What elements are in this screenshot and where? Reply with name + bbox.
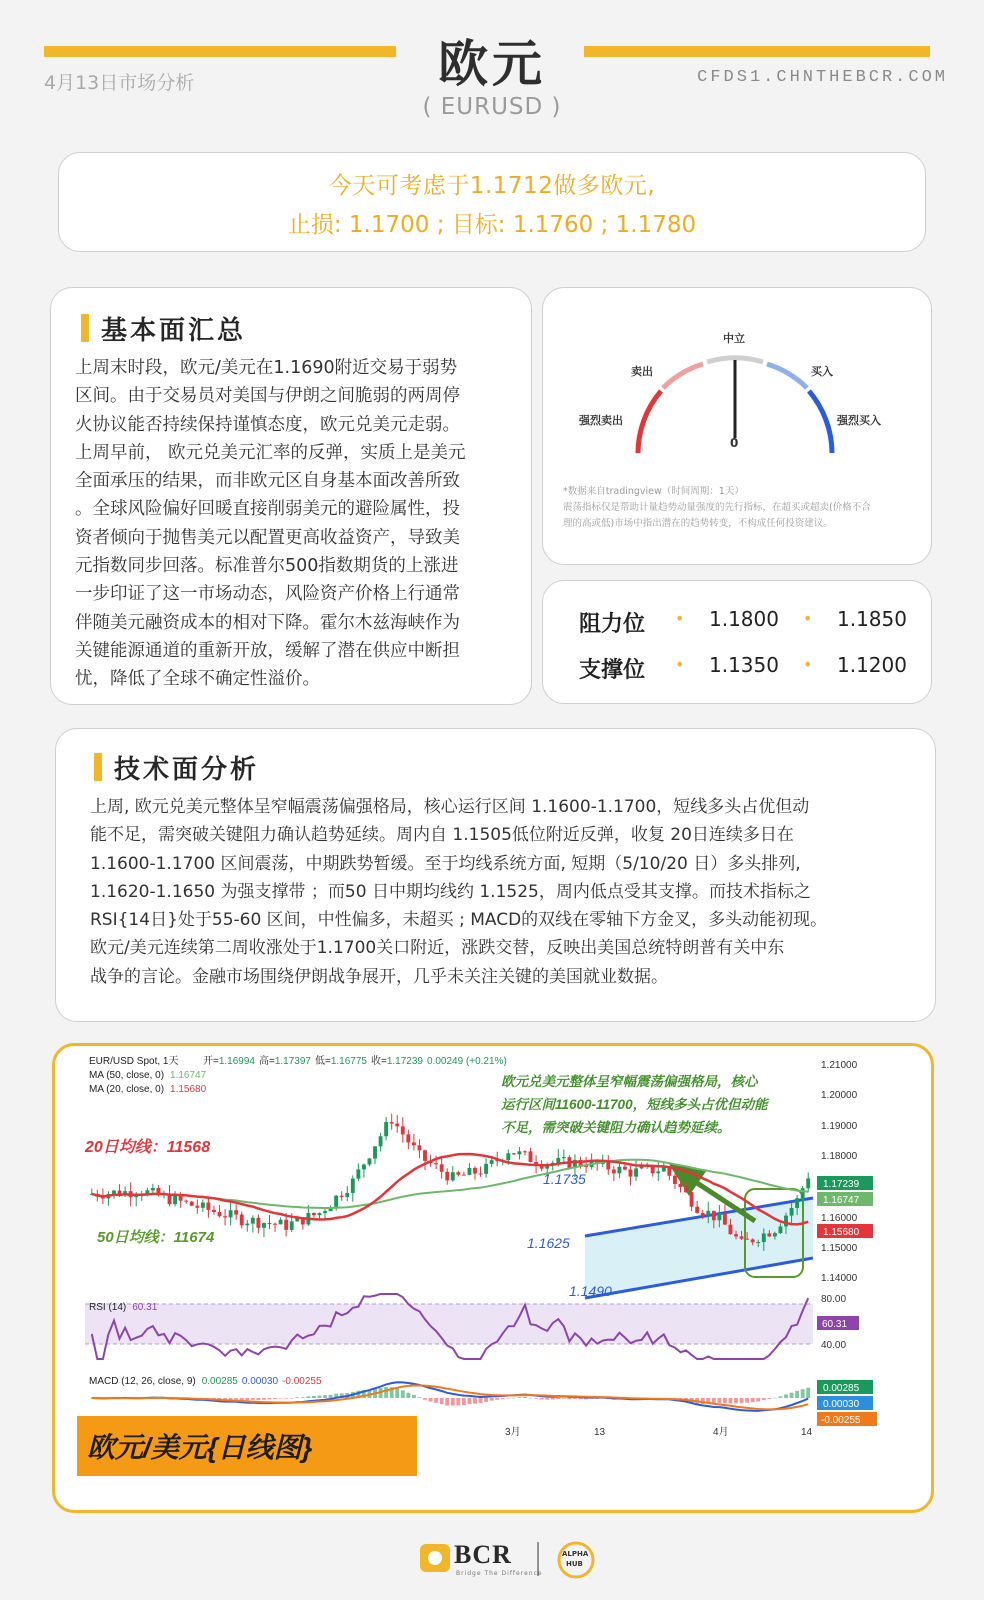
macd-bar	[262, 1398, 266, 1400]
macd-bar	[234, 1398, 238, 1400]
technical-line: 能不足，需突破关键阻力确认趋势延续。周内自 1.1505低位附近反弹，收复 20日连续多日在	[90, 825, 794, 846]
candle-body	[362, 1164, 366, 1169]
fundamental-line: 火协议能否持续保持谨慎态度，欧元兑美元走弱。	[75, 414, 460, 435]
macd-bar	[312, 1396, 316, 1398]
price-chart[interactable]	[55, 1046, 931, 1510]
macd-bar	[323, 1395, 327, 1398]
macd-bar	[756, 1398, 760, 1401]
candle-body	[290, 1221, 294, 1229]
macd-bar	[268, 1398, 272, 1399]
candle-body	[323, 1211, 327, 1213]
support-2: 1.1200	[837, 653, 907, 677]
candle-body	[218, 1212, 222, 1216]
chart-caption: 欧元/美元{日线图}	[87, 1432, 313, 1463]
macd-bar	[451, 1398, 455, 1406]
candle-body	[390, 1122, 394, 1123]
macd-bar	[567, 1398, 571, 1399]
ma50-price-tag-text: 1.16747	[823, 1195, 860, 1206]
macd-bar	[767, 1398, 771, 1399]
macd-bar	[245, 1398, 249, 1400]
x-tick: 4月	[713, 1427, 729, 1438]
macd-bar	[484, 1398, 488, 1402]
support-label: 支撑位	[579, 658, 646, 683]
candle-body	[401, 1126, 405, 1134]
fundamental-line: 元指数同步回落。标准普尔500指数期货的上涨进	[75, 556, 459, 577]
rsi-band	[85, 1304, 813, 1344]
gauge-label-neutral: 中立	[723, 332, 745, 345]
macd-bar	[423, 1398, 427, 1400]
gauge-label-strong-buy: 强烈买入	[837, 414, 881, 427]
macd-bar	[501, 1398, 505, 1399]
macd-bar	[273, 1398, 277, 1399]
candle-body	[151, 1188, 155, 1190]
bullet-icon: •	[803, 655, 813, 674]
candle-body	[512, 1153, 516, 1154]
candle-body	[479, 1174, 483, 1175]
y-tick: 1.15000	[821, 1243, 858, 1254]
candle-body	[173, 1196, 177, 1205]
gauge-label-strong-sell: 强烈卖出	[579, 414, 623, 427]
resistance-label: 阻力位	[579, 612, 646, 637]
candle-body	[690, 1192, 694, 1207]
candle-body	[801, 1188, 805, 1198]
partner-line1: ALPHA	[562, 1550, 589, 1558]
macd-bar	[329, 1395, 333, 1398]
candle-body	[617, 1167, 621, 1174]
resistance-1: 1.1800	[709, 607, 779, 631]
y-tick: 1.16000	[821, 1213, 858, 1224]
fundamental-line: 。全球风险偏好回暖直接削弱美元的避险属性，投	[75, 499, 460, 520]
macd-bar	[573, 1398, 577, 1399]
macd-bar	[284, 1398, 288, 1399]
technical-text	[90, 793, 920, 991]
y-tick: 1.21000	[821, 1060, 858, 1071]
candle-body	[262, 1223, 266, 1228]
candle-body	[195, 1206, 199, 1208]
y-tick: 1.20000	[821, 1090, 858, 1101]
gauge-note	[563, 484, 915, 532]
candle-body	[368, 1159, 372, 1165]
gauge-dial	[543, 288, 933, 488]
gauge-note-line: 震荡指标仅是帮助计量趋势动量强度的先行指标，在超买或超卖(价格不合	[563, 502, 871, 513]
candle-body	[679, 1184, 683, 1187]
y-tick: 1.19000	[821, 1121, 858, 1132]
candle-body	[695, 1207, 699, 1213]
macd-bar	[734, 1398, 738, 1403]
gauge-label-buy: 买入	[811, 365, 833, 378]
fundamental-line: 上周早前， 欧元兑美元汇率的反弹，实质上是美元	[75, 442, 466, 463]
gauge-arc-strong-buy	[809, 391, 832, 453]
candle-body	[523, 1151, 527, 1152]
gauge-note-line: *数据来自tradingview（时间周期：1天）	[563, 486, 744, 497]
levels-card	[542, 580, 932, 704]
report-date: 4月13日市场分析	[44, 72, 195, 94]
chart-ohlc: 开=1.16994 高=1.17397 低=1.16775 收=1.17239 0.00249 (+0.21%)	[203, 1056, 507, 1067]
candle-body	[212, 1210, 216, 1212]
price-annotation-3: 1.1490	[569, 1283, 612, 1299]
trade-call-card	[58, 152, 926, 252]
chart-note-line: 不足，需突破关键阻力确认趋势延续。	[501, 1120, 731, 1135]
gauge-label-sell: 卖出	[631, 365, 653, 378]
chart-note-line: 运行区间11600-11700，短线多头占优但动能	[501, 1097, 768, 1112]
candle-body	[456, 1172, 460, 1174]
candle-body	[556, 1158, 560, 1163]
candle-body	[767, 1233, 771, 1236]
bullet-icon: •	[803, 609, 813, 628]
candle-body	[734, 1234, 738, 1236]
macd-bar	[495, 1398, 499, 1400]
candle-body	[190, 1202, 194, 1206]
page-title: 欧元	[438, 35, 546, 93]
macd-bar	[384, 1387, 388, 1398]
macd-bar	[279, 1398, 283, 1399]
ma20-legend: MA (20, close, 0) 1.15680	[89, 1084, 207, 1095]
bullet-icon: •	[675, 655, 685, 674]
candle-body	[351, 1179, 355, 1193]
macd-bar	[562, 1398, 566, 1399]
candle-body	[612, 1169, 616, 1173]
candle-body	[406, 1134, 410, 1142]
candle-body	[345, 1193, 349, 1197]
x-tick: 13	[594, 1427, 606, 1438]
candle-body	[806, 1178, 810, 1188]
macd-bar	[717, 1398, 721, 1403]
macd-bar	[506, 1398, 510, 1399]
candle-body	[623, 1167, 627, 1170]
candle-body	[784, 1216, 788, 1227]
candle-body	[706, 1211, 710, 1215]
macd-bar	[556, 1398, 560, 1399]
candle-body	[773, 1233, 777, 1236]
ma20-price-tag-text: 1.15680	[823, 1227, 860, 1238]
candle-body	[762, 1233, 766, 1242]
trade-call-line2: 止损: 1.1700 ; 目标: 1.1760 ; 1.1780	[287, 212, 697, 238]
fundamental-line: 资者倾向于抛售美元以配置更高收益资产，导致美	[75, 527, 460, 548]
price-annotation-2: 1.1625	[527, 1235, 570, 1251]
macd-bar	[801, 1389, 805, 1398]
candle-body	[473, 1168, 477, 1174]
candle-body	[201, 1203, 205, 1208]
gauge-value: 0	[730, 436, 739, 450]
oscillator-gauge-card	[542, 287, 932, 565]
macd-bar	[429, 1398, 433, 1402]
candle-body	[717, 1213, 721, 1220]
candle-body	[251, 1218, 255, 1224]
macd-bar	[745, 1398, 749, 1403]
technical-title: 技术面分析	[94, 749, 259, 786]
candle-body	[795, 1198, 799, 1208]
candle-body	[334, 1196, 338, 1207]
technical-card	[55, 728, 936, 1022]
close-price-tag-text: 1.17239	[823, 1179, 860, 1190]
y-tick: 1.18000	[821, 1151, 858, 1162]
macd-bar	[301, 1397, 305, 1398]
technical-line: 1.1620-1.1650 为强支撑带 ；而50 日中期均线约 1.1525，周内低点受其支撑。而技术指标之	[90, 881, 811, 902]
candle-body	[634, 1168, 638, 1176]
candle-body	[418, 1145, 422, 1150]
candle-body	[723, 1213, 727, 1225]
partner-line2: HUB	[566, 1560, 583, 1568]
candle-body	[412, 1142, 416, 1145]
macd-bar	[790, 1393, 794, 1398]
macd-bar	[545, 1398, 549, 1400]
rsi-label: RSI (14) 60.31	[89, 1302, 158, 1313]
candle-body	[684, 1187, 688, 1192]
candle-body	[701, 1213, 705, 1215]
rsi-value-tag-text: 60.31	[822, 1319, 848, 1330]
macd-bar	[762, 1398, 766, 1400]
trade-call-line1: 今天可考虑于1.1712做多欧元,	[328, 173, 656, 199]
candle-body	[790, 1208, 794, 1216]
ma20-annotation: 20日均线：11568	[85, 1139, 211, 1156]
macd-bar	[534, 1398, 538, 1399]
technical-line: 战争的言论。金融市场围绕伊朗战争展开，几乎未关注关键的美国就业数据。	[90, 966, 668, 987]
macd-bar	[784, 1395, 788, 1398]
candle-body	[223, 1216, 227, 1217]
candle-body	[462, 1175, 466, 1176]
macd-bar	[456, 1398, 460, 1405]
page-subtitle: ( EURUSD )	[422, 94, 562, 120]
brand-tagline: Bridge The Difference	[456, 1570, 543, 1577]
technical-line: RSI{14日}处于55-60 区间，中性偏多，未超买 ; MACD的双线在零轴下方金叉，多头动能初现。	[90, 910, 828, 931]
macd-bar	[406, 1393, 410, 1398]
candle-body	[740, 1236, 744, 1238]
macd-bar	[473, 1398, 477, 1404]
macd-bar	[490, 1398, 494, 1401]
macd-tag-3-text: -0.00255	[821, 1415, 861, 1426]
candle-body	[423, 1150, 427, 1161]
fundamental-title: 基本面汇总	[81, 310, 246, 347]
candle-body	[434, 1163, 438, 1164]
candle-body	[729, 1225, 733, 1235]
fundamental-line: 一步印证了这一市场动态，风险资产价格上行通常	[75, 584, 460, 605]
gauge-note-line: 理的高或低)市场中指出潜在的趋势转变，不构成任何投资建议。	[563, 518, 833, 529]
candle-body	[467, 1168, 471, 1175]
rsi-tick: 80.00	[821, 1294, 847, 1305]
candle-body	[529, 1151, 533, 1162]
candle-body	[240, 1215, 244, 1226]
candle-body	[384, 1122, 388, 1136]
macd-bar	[290, 1398, 294, 1399]
fundamental-line: 忧，降低了全球不确定性溢价。	[75, 669, 320, 690]
macd-bar	[779, 1396, 783, 1398]
macd-bar	[318, 1396, 322, 1398]
candle-body	[445, 1172, 449, 1181]
macd-bar	[306, 1396, 310, 1398]
macd-bar	[773, 1398, 777, 1399]
macd-bar	[517, 1397, 521, 1398]
candle-body	[318, 1213, 322, 1215]
ma50-annotation: 50日均线：11674	[97, 1229, 215, 1246]
candle-body	[562, 1157, 566, 1158]
fundamental-line: 上周末时段，欧元/美元在1.1690附近交易于弱势	[75, 358, 458, 378]
fundamental-line: 伴随美元融资成本的相对下降。霍尔木兹海峡作为	[75, 612, 460, 633]
footer-logo	[420, 1538, 610, 1582]
price-annotation-1: 1.1735	[543, 1171, 586, 1187]
macd-bar	[740, 1398, 744, 1403]
brand-name: BCR	[454, 1540, 512, 1569]
macd-tag-2-text: 0.00030	[823, 1399, 860, 1410]
macd-bar	[551, 1398, 555, 1400]
chart-symbol: EUR/USD Spot, 1天	[89, 1056, 179, 1067]
fundamental-card	[50, 287, 532, 705]
candle-body	[395, 1124, 399, 1127]
candle-body	[751, 1239, 755, 1242]
gauge-arc-strong-sell	[638, 391, 661, 453]
macd-bar	[723, 1398, 727, 1403]
candle-body	[756, 1242, 760, 1243]
macd-bar	[462, 1398, 466, 1405]
gauge-arc-sell	[663, 364, 703, 388]
support-1: 1.1350	[709, 653, 779, 677]
macd-bar	[479, 1398, 483, 1403]
candle-body	[451, 1172, 455, 1180]
candle-body	[273, 1224, 277, 1225]
macd-bar	[395, 1388, 399, 1398]
macd-bar	[751, 1398, 755, 1402]
candle-body	[134, 1196, 138, 1197]
macd-bar	[412, 1395, 416, 1398]
macd-bar	[434, 1398, 438, 1403]
macd-bar	[729, 1398, 733, 1403]
candle-body	[517, 1151, 521, 1154]
candle-body	[184, 1201, 188, 1202]
rsi-tick: 40.00	[821, 1340, 847, 1351]
candle-body	[440, 1164, 444, 1172]
macd-bar	[295, 1397, 299, 1398]
macd-bar	[445, 1398, 449, 1406]
candle-body	[490, 1160, 494, 1164]
technical-line: 上周, 欧元兑美元整体呈窄幅震荡偏强格局，核心运行区间 1.1600-1.1700，短线多头占优但动	[90, 797, 810, 817]
candle-body	[779, 1226, 783, 1233]
macd-bar	[806, 1388, 810, 1398]
macd-bar	[540, 1398, 544, 1399]
candle-body	[373, 1146, 377, 1158]
macd-bar	[401, 1390, 405, 1398]
macd-label: MACD (12, 26, close, 9) 0.00285 0.00030 -0.00255	[89, 1376, 322, 1387]
macd-tag-1-text: 0.00285	[823, 1383, 860, 1394]
candle-body	[312, 1213, 316, 1215]
ma50-legend: MA (50, close, 0) 1.16747	[89, 1070, 207, 1081]
y-tick: 1.14000	[821, 1273, 858, 1284]
macd-bar	[418, 1397, 422, 1398]
technical-line: 1.1600-1.1700 区间震荡，中期跌势暂缓。至于均线系统方面, 短期（5/10/20 日）多头排列,	[90, 853, 801, 874]
fundamental-line: 全面承压的结果，而非欧元区自身基本面改善所致	[75, 471, 460, 492]
candle-body	[484, 1164, 488, 1174]
fundamental-line: 关键能源通道的重新开放，缓解了潜在供应中断担	[75, 640, 460, 661]
macd-bar	[523, 1397, 527, 1398]
macd-bar	[251, 1398, 255, 1400]
candle-body	[340, 1196, 344, 1197]
candle-body	[256, 1218, 260, 1228]
candle-body	[229, 1210, 233, 1217]
candle-body	[506, 1153, 510, 1160]
fundamental-line: 区间。由于交易员对美国与伊朗之间脆弱的两周停	[75, 386, 460, 407]
bullet-icon: •	[675, 609, 685, 628]
candle-body	[279, 1220, 283, 1225]
candle-body	[656, 1171, 660, 1173]
candle-body	[745, 1239, 749, 1240]
candle-body	[206, 1203, 210, 1210]
fundamental-text	[75, 354, 525, 694]
price-chart-card	[52, 1043, 934, 1513]
x-tick: 3月	[505, 1427, 521, 1438]
candle-body	[629, 1170, 633, 1177]
chart-note-line: 欧元兑美元整体呈窄幅震荡偏强格局，核心	[501, 1074, 758, 1089]
candle-body	[284, 1220, 288, 1230]
resistance-2: 1.1850	[837, 607, 907, 631]
candle-body	[712, 1211, 716, 1220]
technical-line: 欧元/美元连续第二周收涨处于1.1700关口附近，涨跌交替，反映出美国总统特朗普有关中东	[90, 938, 785, 959]
candle-body	[268, 1223, 272, 1224]
site-url[interactable]: CFDS1.CHNTHEBCR.COM	[697, 68, 948, 87]
candle-body	[673, 1176, 677, 1184]
macd-bar	[440, 1398, 444, 1404]
candle-body	[356, 1169, 360, 1178]
macd-bar	[256, 1398, 260, 1400]
candle-body	[245, 1224, 249, 1226]
macd-bar	[512, 1398, 516, 1399]
macd-bar	[529, 1398, 533, 1399]
x-tick: 14	[801, 1427, 813, 1438]
candle-body	[662, 1168, 666, 1172]
macd-bar	[795, 1391, 799, 1398]
candle-body	[234, 1210, 238, 1214]
gauge-arc-buy	[767, 364, 807, 388]
macd-bar	[467, 1398, 471, 1404]
candle-body	[379, 1136, 383, 1146]
